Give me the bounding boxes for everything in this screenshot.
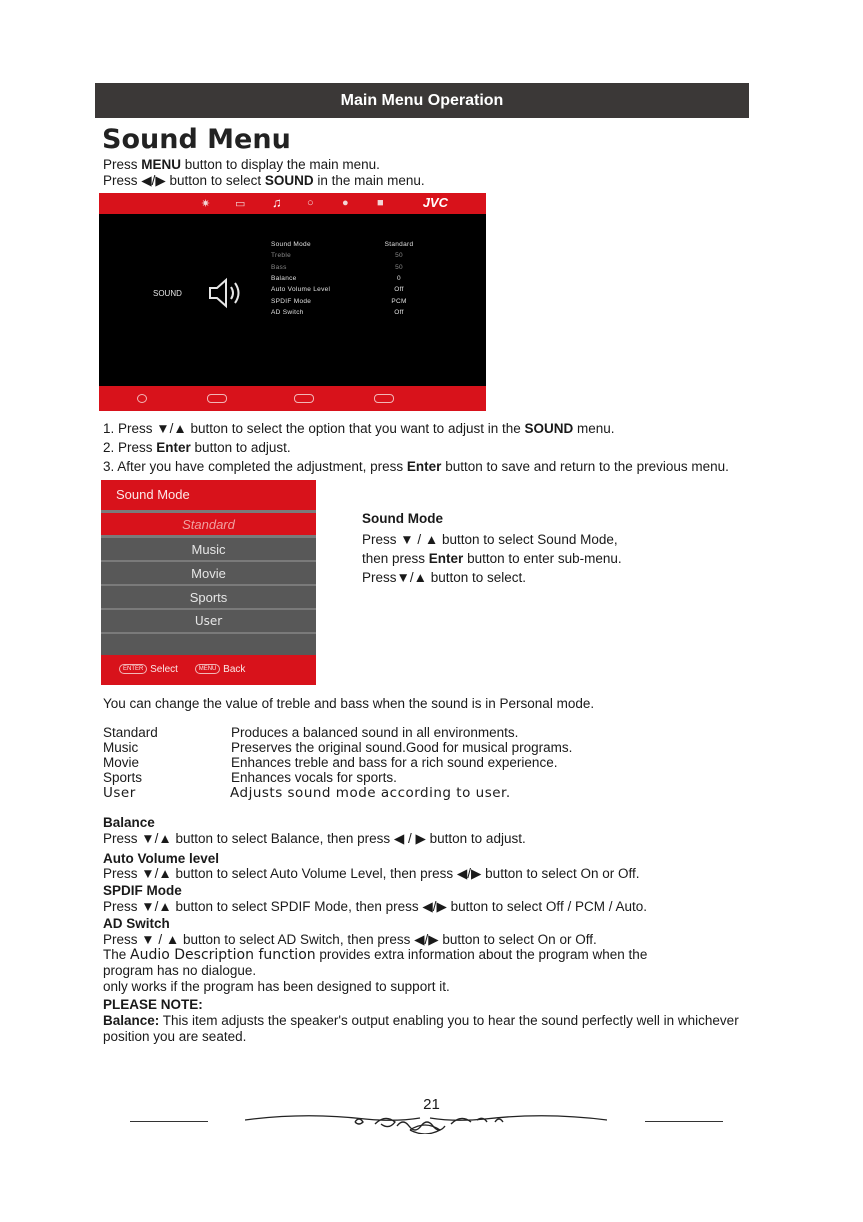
- tv-row-label: SPDIF Mode: [271, 297, 312, 305]
- lock-icon: ●: [342, 197, 349, 209]
- step-2: 2. Press Enter button to adjust.: [103, 440, 291, 455]
- ad-desc-2: program has no dialogue.: [103, 963, 257, 978]
- ad-desc-3: only works if the program has been designed to support it.: [103, 979, 450, 994]
- tv-side-label: SOUND: [153, 289, 182, 298]
- settings-icon: ■: [377, 197, 384, 209]
- tv-row-value: Off: [394, 308, 404, 316]
- sound-mode-item-standard: Standard: [101, 512, 316, 535]
- step-1: 1. Press ▼/▲ button to select the option that you want to adjust in the SOUND menu.: [103, 421, 615, 436]
- music-note-icon: ♫: [272, 195, 282, 210]
- mode-name: Standard: [103, 725, 158, 740]
- mode-description: Adjusts sound mode according to user.: [230, 785, 511, 801]
- tv-row-value: 50: [395, 263, 403, 271]
- picture-icon: ✷: [201, 198, 211, 210]
- ad-switch-heading: AD Switch: [103, 916, 170, 931]
- balance-heading: Balance: [103, 815, 155, 830]
- mode-description: Produces a balanced sound in all environments.: [231, 725, 519, 740]
- tv-row-label: Auto Volume Level: [271, 286, 331, 294]
- intro-line-2: Press ◀/▶ button to select SOUND in the main menu.: [103, 173, 425, 188]
- spdif-heading: SPDIF Mode: [103, 883, 182, 898]
- page-number: 21: [423, 1096, 440, 1113]
- tv-row-label: Bass: [271, 263, 287, 271]
- intro-line-1: Press MENU button to display the main menu.: [103, 157, 380, 172]
- auto-volume-heading: Auto Volume level: [103, 851, 220, 866]
- sound-mode-item-empty: [101, 633, 316, 656]
- sound-mode-item-music: Music: [101, 537, 316, 560]
- tv-sound-menu-screenshot: [99, 193, 486, 411]
- decorative-flourish: [245, 1110, 607, 1134]
- return-hint-icon: [207, 394, 227, 403]
- sound-mode-item-movie: Movie: [101, 561, 316, 584]
- auto-volume-text: Press ▼/▲ button to select Auto Volume Level, then press ◀/▶ button to select On or Off.: [103, 866, 640, 881]
- sound-mode-menu-title: Sound Mode: [101, 480, 316, 510]
- footer-select-label: Select: [150, 664, 178, 675]
- footer-rule-right: [645, 1121, 723, 1122]
- sound-mode-item-sports: Sports: [101, 585, 316, 608]
- tv-row-value: 50: [395, 252, 403, 260]
- spdif-text: Press ▼/▲ button to select SPDIF Mode, then press ◀/▶ button to select Off / PCM / Auto.: [103, 899, 647, 914]
- tv-row-value: PCM: [391, 297, 407, 305]
- mode-description: Enhances vocals for sports.: [231, 770, 397, 785]
- exit-hint-icon: [374, 394, 394, 403]
- tv-bottom-bar: [99, 386, 486, 411]
- footer-back-label: Back: [223, 664, 246, 675]
- tv-row-value: Standard: [384, 241, 414, 248]
- sound-mode-menu-footer: [101, 655, 316, 685]
- header-bar: Main Menu Operation: [95, 83, 749, 118]
- tv-row-label: Balance: [271, 274, 297, 282]
- sound-mode-desc-2: then press Enter button to enter sub-menu.: [362, 551, 622, 566]
- sound-mode-desc-3: Press▼/▲ button to select.: [362, 570, 527, 585]
- balance-text: Press ▼/▲ button to select Balance, then press ◀ / ▶ button to adjust.: [103, 831, 526, 846]
- mode-name: Sports: [103, 770, 143, 785]
- tv-row-value: 0: [397, 274, 401, 282]
- menu-key-icon: MENU: [195, 664, 221, 674]
- sound-mode-heading: Sound Mode: [362, 511, 443, 526]
- brand-logo: JVC: [422, 195, 448, 210]
- mode-name: Music: [103, 740, 139, 755]
- clock-icon: ○: [307, 197, 314, 209]
- sound-mode-desc-1: Press ▼ / ▲ button to select Sound Mode,: [362, 532, 618, 547]
- sound-mode-item-user: User: [101, 609, 316, 632]
- please-note-text-2: position you are seated.: [103, 1029, 247, 1044]
- tv-row-value: Off: [394, 286, 404, 294]
- step-3: 3. After you have completed the adjustment, press Enter button to save and return to the previous menu.: [103, 459, 729, 474]
- please-note-heading: PLEASE NOTE:: [103, 997, 203, 1012]
- ad-desc-1: The Audio Description function provides extra information about the program when the: [103, 947, 648, 963]
- move-hint-icon: [137, 394, 147, 403]
- tv-row-label: Treble: [271, 252, 291, 260]
- footer-rule-left: [130, 1121, 208, 1122]
- personal-mode-note: You can change the value of treble and bass when the sound is in Personal mode.: [103, 696, 595, 711]
- mode-name: Movie: [103, 755, 140, 770]
- speaker-icon: [207, 275, 243, 311]
- tv-top-bar: [99, 193, 486, 214]
- please-note-text: Balance: This item adjusts the speaker's output enabling you to hear the sound perfectly well in whichever: [103, 1013, 739, 1028]
- page-title: Sound Menu: [102, 124, 291, 155]
- enter-key-icon: ENTER: [119, 664, 147, 674]
- ad-switch-text: Press ▼ / ▲ button to select AD Switch, then press ◀/▶ button to select On or Off.: [103, 932, 597, 947]
- tv-icon: ▭: [235, 198, 246, 210]
- sound-mode-menu-screenshot: [101, 480, 316, 685]
- select-hint-icon: [294, 394, 314, 403]
- mode-name: User: [103, 785, 136, 801]
- mode-description: Enhances treble and bass for a rich sound experience.: [231, 755, 558, 770]
- tv-row-label: Sound Mode: [271, 241, 311, 248]
- mode-description: Preserves the original sound.Good for musical programs.: [231, 740, 573, 755]
- tv-row-label: AD Switch: [271, 308, 304, 316]
